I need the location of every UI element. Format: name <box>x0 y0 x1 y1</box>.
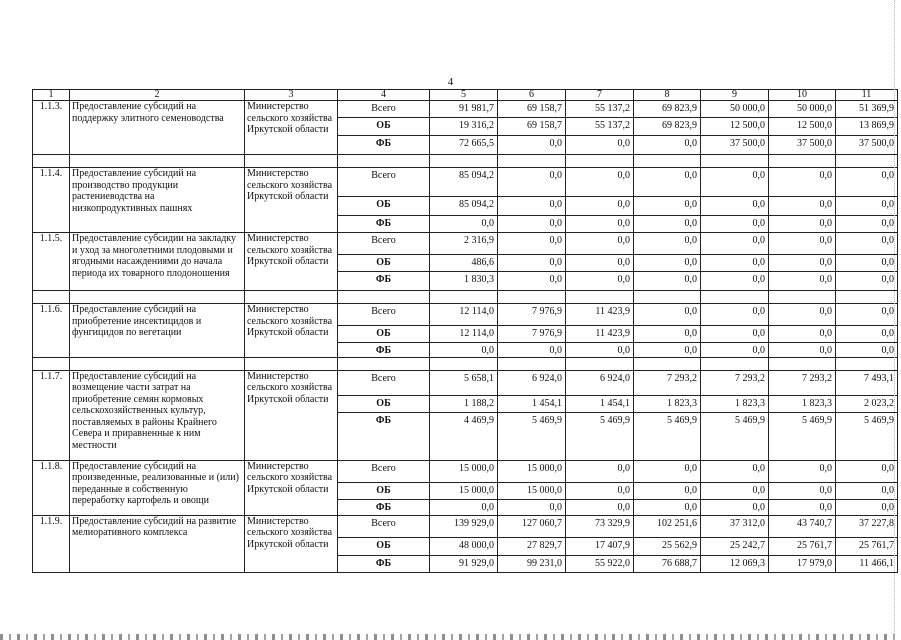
amount-cell: 0,0 <box>701 272 769 291</box>
amount-cell: 2 023,2 <box>836 395 898 412</box>
amount-cell: 0,0 <box>836 197 898 216</box>
amount-cell: 1 823,3 <box>701 395 769 412</box>
amount-cell: 11 466,1 <box>836 555 898 572</box>
spacer-cell <box>33 155 70 168</box>
amount-cell: 5 469,9 <box>634 412 701 460</box>
scan-artifact <box>0 634 901 640</box>
amount-cell: 0,0 <box>634 136 701 155</box>
amount-cell: 1 823,3 <box>769 395 836 412</box>
spacer-cell <box>836 357 898 370</box>
amount-cell: 0,0 <box>634 233 701 255</box>
amount-cell: 5 658,1 <box>430 370 498 395</box>
amount-cell: 0,0 <box>566 499 634 515</box>
amount-cell: 5 469,9 <box>701 412 769 460</box>
funding-source: Всего <box>338 304 430 326</box>
funding-source: ФБ <box>338 555 430 572</box>
funding-source: ОБ <box>338 395 430 412</box>
amount-cell: 0,0 <box>701 216 769 233</box>
spacer-cell <box>836 155 898 168</box>
item-description: Предоставление субсидий на развитие мелиоративного комплекса <box>70 515 245 572</box>
spacer-cell <box>430 357 498 370</box>
amount-cell: 25 562,9 <box>634 537 701 555</box>
amount-cell: 12 114,0 <box>430 304 498 326</box>
funding-source: ОБ <box>338 197 430 216</box>
funding-source: ФБ <box>338 343 430 358</box>
amount-cell: 0,0 <box>430 499 498 515</box>
amount-cell: 486,6 <box>430 255 498 272</box>
amount-cell: 19 316,2 <box>430 118 498 136</box>
amount-cell: 12 069,3 <box>701 555 769 572</box>
amount-cell: 0,0 <box>566 136 634 155</box>
amount-cell: 0,0 <box>836 499 898 515</box>
amount-cell: 139 929,0 <box>430 515 498 537</box>
funding-source: ФБ <box>338 499 430 515</box>
spacer-cell <box>430 155 498 168</box>
spacer-cell <box>338 357 430 370</box>
funding-source: ФБ <box>338 272 430 291</box>
amount-cell: 17 979,0 <box>769 555 836 572</box>
table-row <box>33 370 898 395</box>
spacer-cell <box>33 357 70 370</box>
amount-cell: 11 423,9 <box>566 326 634 343</box>
responsible-executor: Министерство сельского хозяйства Иркутской области <box>245 515 338 572</box>
funding-source: ОБ <box>338 118 430 136</box>
amount-cell: 1 454,1 <box>566 395 634 412</box>
amount-cell: 37 227,8 <box>836 515 898 537</box>
amount-cell: 37 500,0 <box>769 136 836 155</box>
header-cell: 3 <box>245 90 338 101</box>
amount-cell: 76 688,7 <box>634 555 701 572</box>
amount-cell: 37 312,0 <box>701 515 769 537</box>
amount-cell: 7 976,9 <box>498 326 566 343</box>
amount-cell: 0,0 <box>566 482 634 499</box>
table-row <box>33 304 898 326</box>
table-header <box>33 90 898 101</box>
amount-cell: 85 094,2 <box>430 197 498 216</box>
funding-source: ФБ <box>338 412 430 460</box>
spacer-cell <box>634 155 701 168</box>
item-number: 1.1.9. <box>33 515 70 572</box>
amount-cell: 0,0 <box>769 272 836 291</box>
spacer-cell <box>498 291 566 304</box>
item-description: Предоставление субсидий на возмещение части затрат на приобретение семян кормовых сельскохозяйственных культур, поставляемых в районы Крайнего Севера и приравненные к ним местности <box>70 370 245 460</box>
spacer-cell <box>498 155 566 168</box>
amount-cell: 69 158,7 <box>498 101 566 118</box>
spacer-cell <box>338 155 430 168</box>
spacer-cell <box>245 291 338 304</box>
amount-cell: 0,0 <box>634 255 701 272</box>
group-spacer <box>33 357 898 370</box>
amount-cell: 0,0 <box>498 197 566 216</box>
amount-cell: 0,0 <box>836 216 898 233</box>
amount-cell: 7 293,2 <box>769 370 836 395</box>
amount-cell: 0,0 <box>769 326 836 343</box>
spacer-cell <box>566 357 634 370</box>
amount-cell: 55 137,2 <box>566 101 634 118</box>
amount-cell: 11 423,9 <box>566 304 634 326</box>
amount-cell: 2 316,9 <box>430 233 498 255</box>
amount-cell: 0,0 <box>701 233 769 255</box>
spacer-cell <box>566 291 634 304</box>
amount-cell: 0,0 <box>769 255 836 272</box>
amount-cell: 0,0 <box>634 216 701 233</box>
amount-cell: 0,0 <box>566 233 634 255</box>
amount-cell: 25 242,7 <box>701 537 769 555</box>
amount-cell: 43 740,7 <box>769 515 836 537</box>
amount-cell: 0,0 <box>634 343 701 358</box>
spacer-cell <box>634 291 701 304</box>
amount-cell: 5 469,9 <box>769 412 836 460</box>
funding-source: ОБ <box>338 255 430 272</box>
amount-cell: 0,0 <box>701 499 769 515</box>
spacer-cell <box>769 357 836 370</box>
amount-cell: 0,0 <box>836 272 898 291</box>
amount-cell: 0,0 <box>701 460 769 482</box>
item-number: 1.1.8. <box>33 460 70 515</box>
amount-cell: 12 500,0 <box>701 118 769 136</box>
funding-source: ОБ <box>338 537 430 555</box>
spacer-cell <box>701 291 769 304</box>
amount-cell: 51 369,9 <box>836 101 898 118</box>
amount-cell: 0,0 <box>836 168 898 197</box>
item-number: 1.1.7. <box>33 370 70 460</box>
item-number: 1.1.6. <box>33 304 70 358</box>
amount-cell: 5 469,9 <box>836 412 898 460</box>
amount-cell: 0,0 <box>836 482 898 499</box>
amount-cell: 0,0 <box>836 326 898 343</box>
amount-cell: 0,0 <box>634 272 701 291</box>
responsible-executor: Министерство сельского хозяйства Иркутской области <box>245 168 338 233</box>
amount-cell: 6 924,0 <box>498 370 566 395</box>
responsible-executor: Министерство сельского хозяйства Иркутской области <box>245 370 338 460</box>
spacer-cell <box>634 357 701 370</box>
funding-source: Всего <box>338 460 430 482</box>
spacer-cell <box>769 155 836 168</box>
group-spacer <box>33 155 898 168</box>
amount-cell: 0,0 <box>701 255 769 272</box>
header-cell: 10 <box>769 90 836 101</box>
amount-cell: 5 469,9 <box>566 412 634 460</box>
amount-cell: 69 158,7 <box>498 118 566 136</box>
table-body <box>33 101 898 573</box>
amount-cell: 0,0 <box>566 216 634 233</box>
amount-cell: 0,0 <box>769 304 836 326</box>
amount-cell: 5 469,9 <box>498 412 566 460</box>
spacer-cell <box>769 291 836 304</box>
amount-cell: 0,0 <box>566 343 634 358</box>
spacer-cell <box>701 155 769 168</box>
amount-cell: 72 665,5 <box>430 136 498 155</box>
amount-cell: 1 454,1 <box>498 395 566 412</box>
item-description: Предоставление субсидий на приобретение инсектицидов и фунгицидов по вегетации <box>70 304 245 358</box>
amount-cell: 0,0 <box>701 326 769 343</box>
responsible-executor: Министерство сельского хозяйства Иркутской области <box>245 460 338 515</box>
header-cell: 11 <box>836 90 898 101</box>
responsible-executor: Министерство сельского хозяйства Иркутской области <box>245 233 338 291</box>
responsible-executor: Министерство сельского хозяйства Иркутской области <box>245 101 338 155</box>
amount-cell: 0,0 <box>634 460 701 482</box>
amount-cell: 0,0 <box>769 168 836 197</box>
header-cell: 5 <box>430 90 498 101</box>
amount-cell: 7 493,1 <box>836 370 898 395</box>
amount-cell: 0,0 <box>430 343 498 358</box>
amount-cell: 15 000,0 <box>498 482 566 499</box>
funding-source: ФБ <box>338 136 430 155</box>
amount-cell: 7 976,9 <box>498 304 566 326</box>
item-description: Предоставление субсидии на закладку и уход за многолетними плодовыми и ягодными насаждениями до начала периода их товарного плодоношения <box>70 233 245 291</box>
funding-source: Всего <box>338 370 430 395</box>
amount-cell: 0,0 <box>634 197 701 216</box>
spacer-cell <box>70 155 245 168</box>
table-row <box>33 233 898 255</box>
amount-cell: 69 823,9 <box>634 118 701 136</box>
amount-cell: 0,0 <box>634 482 701 499</box>
item-description: Предоставление субсидий на поддержку элитного семеноводства <box>70 101 245 155</box>
page-number: 4 <box>447 76 454 88</box>
amount-cell: 0,0 <box>701 482 769 499</box>
header-cell: 9 <box>701 90 769 101</box>
amount-cell: 17 407,9 <box>566 537 634 555</box>
amount-cell: 0,0 <box>769 197 836 216</box>
item-number: 1.1.3. <box>33 101 70 155</box>
amount-cell: 0,0 <box>701 343 769 358</box>
amount-cell: 48 000,0 <box>430 537 498 555</box>
group-spacer <box>33 291 898 304</box>
amount-cell: 50 000,0 <box>769 101 836 118</box>
table-row <box>33 101 898 118</box>
amount-cell: 12 500,0 <box>769 118 836 136</box>
amount-cell: 1 823,3 <box>634 395 701 412</box>
header-cell: 8 <box>634 90 701 101</box>
budget-table <box>32 89 898 573</box>
spacer-cell <box>566 155 634 168</box>
amount-cell: 15 000,0 <box>430 482 498 499</box>
header-row <box>33 90 898 101</box>
funding-source: Всего <box>338 101 430 118</box>
amount-cell: 0,0 <box>836 343 898 358</box>
spacer-cell <box>498 357 566 370</box>
amount-cell: 25 761,7 <box>769 537 836 555</box>
spacer-cell <box>33 291 70 304</box>
amount-cell: 0,0 <box>634 304 701 326</box>
amount-cell: 1 830,3 <box>430 272 498 291</box>
amount-cell: 0,0 <box>498 136 566 155</box>
amount-cell: 0,0 <box>769 482 836 499</box>
spacer-cell <box>245 357 338 370</box>
amount-cell: 0,0 <box>769 499 836 515</box>
amount-cell: 50 000,0 <box>701 101 769 118</box>
spacer-cell <box>701 357 769 370</box>
amount-cell: 0,0 <box>566 197 634 216</box>
amount-cell: 0,0 <box>836 233 898 255</box>
amount-cell: 0,0 <box>836 304 898 326</box>
item-description: Предоставление субсидий на производство продукции растениеводства на низкопродуктивных пашнях <box>70 168 245 233</box>
amount-cell: 0,0 <box>566 272 634 291</box>
amount-cell: 0,0 <box>769 343 836 358</box>
amount-cell: 0,0 <box>498 255 566 272</box>
funding-source: Всего <box>338 515 430 537</box>
amount-cell: 0,0 <box>498 272 566 291</box>
amount-cell: 0,0 <box>566 255 634 272</box>
amount-cell: 127 060,7 <box>498 515 566 537</box>
amount-cell: 1 188,2 <box>430 395 498 412</box>
item-description: Предоставление субсидий на произведенные, реализованные и (или) переданные в собственную переработку картофель и овощи <box>70 460 245 515</box>
spacer-cell <box>70 357 245 370</box>
funding-source: Всего <box>338 233 430 255</box>
amount-cell: 85 094,2 <box>430 168 498 197</box>
item-number: 1.1.5. <box>33 233 70 291</box>
amount-cell: 6 924,0 <box>566 370 634 395</box>
table-row <box>33 515 898 537</box>
amount-cell: 0,0 <box>701 304 769 326</box>
responsible-executor: Министерство сельского хозяйства Иркутской области <box>245 304 338 358</box>
amount-cell: 0,0 <box>498 499 566 515</box>
spacer-cell <box>430 291 498 304</box>
amount-cell: 0,0 <box>498 216 566 233</box>
amount-cell: 27 829,7 <box>498 537 566 555</box>
header-cell: 6 <box>498 90 566 101</box>
amount-cell: 15 000,0 <box>430 460 498 482</box>
table-row <box>33 460 898 482</box>
amount-cell: 0,0 <box>836 255 898 272</box>
header-cell: 4 <box>338 90 430 101</box>
amount-cell: 25 761,7 <box>836 537 898 555</box>
scan-artifact <box>892 0 895 640</box>
amount-cell: 55 922,0 <box>566 555 634 572</box>
amount-cell: 0,0 <box>634 326 701 343</box>
amount-cell: 7 293,2 <box>701 370 769 395</box>
spacer-cell <box>836 291 898 304</box>
amount-cell: 73 329,9 <box>566 515 634 537</box>
amount-cell: 0,0 <box>769 460 836 482</box>
amount-cell: 0,0 <box>498 233 566 255</box>
table-row <box>33 168 898 197</box>
amount-cell: 13 869,9 <box>836 118 898 136</box>
amount-cell: 0,0 <box>701 168 769 197</box>
amount-cell: 0,0 <box>769 216 836 233</box>
funding-source: ФБ <box>338 216 430 233</box>
header-cell: 2 <box>70 90 245 101</box>
amount-cell: 69 823,9 <box>634 101 701 118</box>
amount-cell: 12 114,0 <box>430 326 498 343</box>
amount-cell: 55 137,2 <box>566 118 634 136</box>
funding-source: ОБ <box>338 326 430 343</box>
amount-cell: 0,0 <box>634 499 701 515</box>
item-number: 1.1.4. <box>33 168 70 233</box>
amount-cell: 91 929,0 <box>430 555 498 572</box>
amount-cell: 0,0 <box>634 168 701 197</box>
amount-cell: 37 500,0 <box>836 136 898 155</box>
amount-cell: 7 293,2 <box>634 370 701 395</box>
amount-cell: 0,0 <box>701 197 769 216</box>
spacer-cell <box>338 291 430 304</box>
funding-source: Всего <box>338 168 430 197</box>
header-cell: 7 <box>566 90 634 101</box>
funding-source: ОБ <box>338 482 430 499</box>
amount-cell: 0,0 <box>430 216 498 233</box>
amount-cell: 0,0 <box>769 233 836 255</box>
amount-cell: 37 500,0 <box>701 136 769 155</box>
amount-cell: 91 981,7 <box>430 101 498 118</box>
spacer-cell <box>70 291 245 304</box>
spacer-cell <box>245 155 338 168</box>
amount-cell: 4 469,9 <box>430 412 498 460</box>
amount-cell: 0,0 <box>498 168 566 197</box>
amount-cell: 0,0 <box>566 460 634 482</box>
header-cell: 1 <box>33 90 70 101</box>
amount-cell: 102 251,6 <box>634 515 701 537</box>
amount-cell: 15 000,0 <box>498 460 566 482</box>
amount-cell: 99 231,0 <box>498 555 566 572</box>
amount-cell: 0,0 <box>498 343 566 358</box>
amount-cell: 0,0 <box>566 168 634 197</box>
amount-cell: 0,0 <box>836 460 898 482</box>
